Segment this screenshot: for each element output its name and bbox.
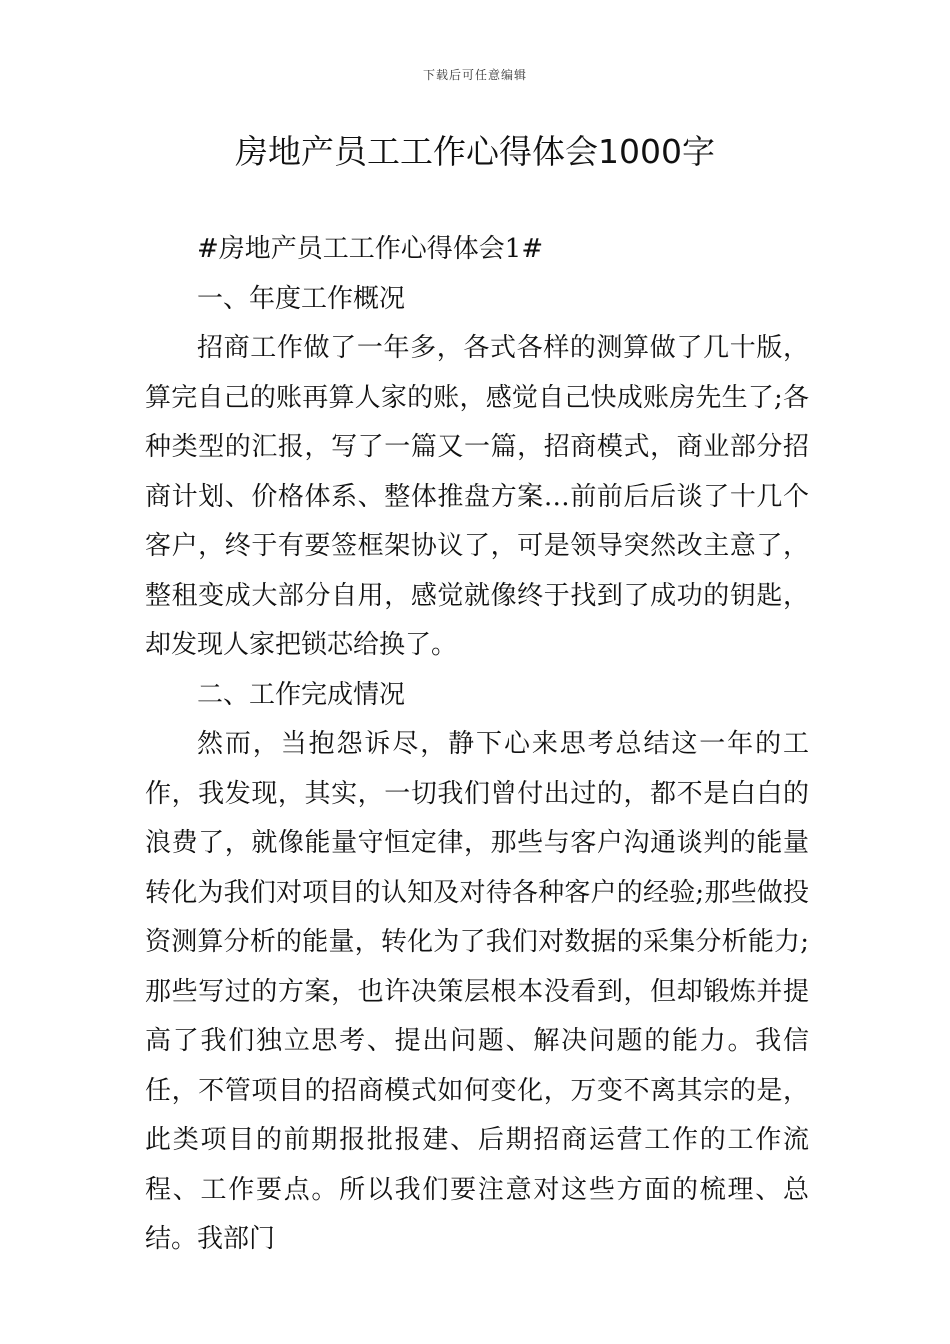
- section-heading-1: 一、年度工作概况: [197, 283, 406, 314]
- header-note: 下载后可任意编辑: [422, 68, 527, 82]
- paragraph-1: 招商工作做了一年多，各式各样的测算做了几十版，算完自己的账再算人家的账，感觉自己快成账房先生了;各种类型的汇报，写了一篇又一篇，招商模式，商业部分招商计划、价格体系、整体推盘方案…前前后后谈了十几个客户，终于有要签框架协议了，可是领导突然改主意了，整租变成大部分自用，感觉就像终于找到了成功的钥匙，却发现人家把锁芯给换了。: [145, 333, 809, 660]
- paragraph-2: 然而，当抱怨诉尽，静下心来思考总结这一年的工作，我发现，其实，一切我们曾付出过的，都不是白白的浪费了，就像能量守恒定律，那些与客户沟通谈判的能量转化为我们对项目的认知及对待各种客户的经验;那些做投资测算分析的能量，转化为了我们对数据的采集分析能力;那些写过的方案，也许决策层根本没看到，但却锻炼并提高了我们独立思考、提出问题、解决问题的能力。我信任，不管项目的招商模式如何变化，万变不离其宗的是，此类项目的前期报批报建、后期招商运营工作的工作流程、工作要点。所以我们要注意对这些方面的梳理、总结。我部门: [145, 729, 809, 1254]
- section-heading-2: 二、工作完成情况: [197, 679, 406, 710]
- document-body: [145, 225, 809, 1265]
- section-marker: #房地产员工工作心得体会1#: [197, 234, 544, 264]
- document-title: 房地产员工工作心得体会1000字: [235, 132, 715, 171]
